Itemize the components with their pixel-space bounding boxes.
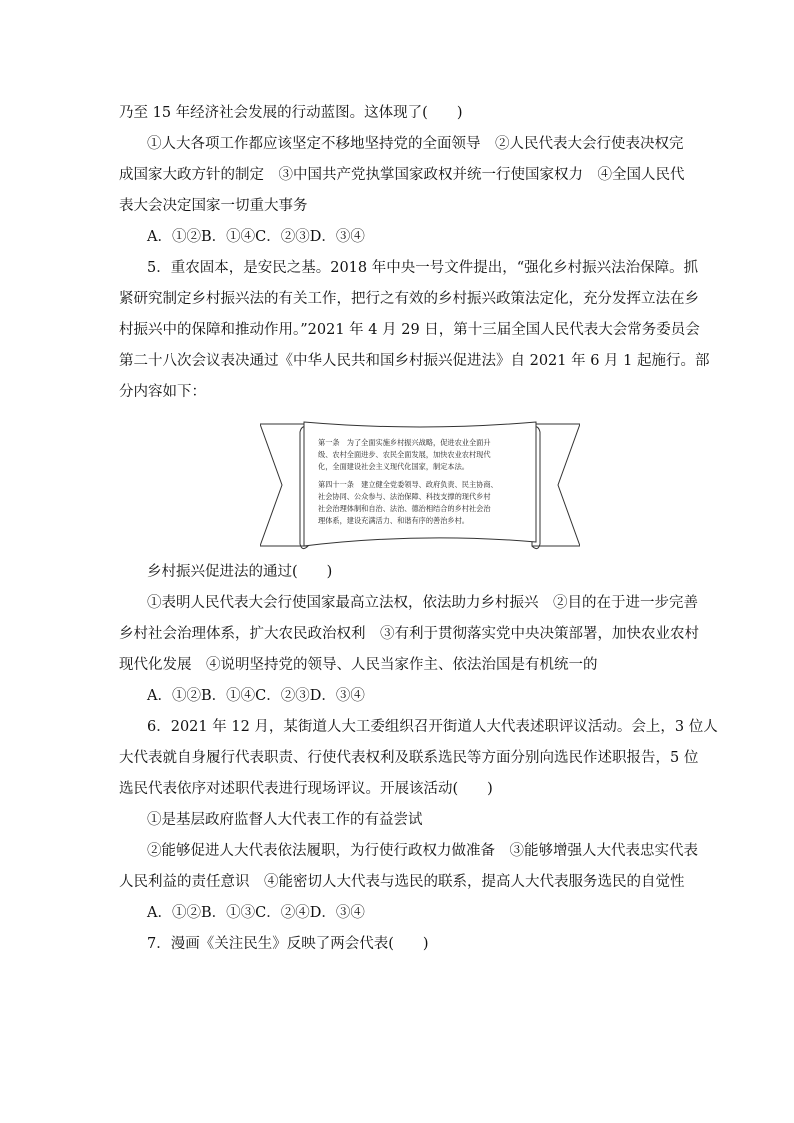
text-line: 大代表就自身履行代表职责、行使代表权利及联系选民等方面分别向选民作述职报告，5 位: [119, 750, 699, 766]
text-line: 现代化发展 ④说明坚持党的领导、人民当家作主、依法治国是有机统一的: [119, 657, 598, 673]
text-line: 人民利益的责任意识 ④能密切人大代表与选民的联系，提高人大代表服务选民的自觉性: [119, 874, 685, 890]
question-6-line: 6．2021 年 12 月，某街道人大工委组织召开街道人大代表述职评议活动。会上，3 位人: [147, 719, 718, 735]
answer-options: A．①②B．①④C．②③D．③④: [147, 688, 365, 704]
panel-line: 化，全面建设社会主义现代化国家，制定本法。: [318, 462, 469, 471]
text-line: 紧研究制定乡村振兴法的有关工作，把行之有效的乡村振兴政策法定化，充分发挥立法在乡: [119, 291, 699, 307]
text-line: ②能够促进人大代表依法履职，为行使行政权力做准备 ③能够增强人大代表忠实代表: [147, 843, 698, 859]
panel-line: 社会治理体制和自治、法治、德治相结合的乡村社会治: [318, 504, 491, 513]
panel-line: 级、农村全面进步、农民全面发展，加快农业农村现代: [318, 450, 491, 459]
panel-line: 理体系，建设充满活力、和谐有序的善治乡村。: [318, 516, 469, 525]
panel-line: 第一条 为了全面实施乡村振兴战略，促进农业全面升: [318, 438, 491, 447]
text-line: 乃至 15 年经济社会发展的行动蓝图。这体现了( ): [119, 105, 463, 121]
panel-line: 社会协同、公众参与、法治保障、科技支撑的现代乡村: [318, 492, 491, 501]
panel-line: 第四十一条 建立健全党委领导、政府负责、民主协商、: [318, 480, 498, 489]
text-line: 分内容如下：: [119, 384, 206, 400]
text-line: ①表明人民代表大会行使国家最高立法权，依法助力乡村振兴 ②目的在于进一步完善: [147, 595, 698, 611]
answer-options: A．①②B．①④C．②③D．③④: [147, 229, 365, 245]
question-5-line: 5．重农固本，是安民之基。2018 年中央一号文件提出，“强化乡村振兴法治保障。抓: [147, 260, 699, 276]
text-line: 表大会决定国家一切重大事务: [119, 198, 308, 214]
text-line: 选民代表依序对述职代表进行现场评议。开展该活动( ): [119, 781, 493, 797]
question-stem: 乡村振兴促进法的通过( ): [147, 564, 333, 580]
text-line: 村振兴中的保障和推动作用。”2021 年 4 月 29 日，第十三届全国人民代表大会常务委员会: [119, 322, 700, 338]
answer-options: A．①②B．①③C．②④D．③④: [147, 905, 365, 921]
question-7-line: 7．漫画《关注民生》反映了两会代表( ): [147, 936, 429, 952]
text-line: 第二十八次会议表决通过《中华人民共和国乡村振兴促进法》自 2021 年 6 月 1 起施行。部: [119, 353, 710, 369]
text-line: ①是基层政府监督人大代表工作的有益尝试: [147, 812, 423, 828]
text-line: 乡村社会治理体系，扩大农民政治权利 ③有利于贯彻落实党中央决策部署，加快农业农村: [119, 626, 699, 642]
text-line: ①人大各项工作都应该坚定不移地坚持党的全面领导 ②人民代表大会行使表决权完: [147, 136, 684, 152]
text-line: 成国家大政方针的制定 ③中国共产党执掌国家政权并统一行使国家权力 ④全国人民代: [119, 167, 685, 183]
